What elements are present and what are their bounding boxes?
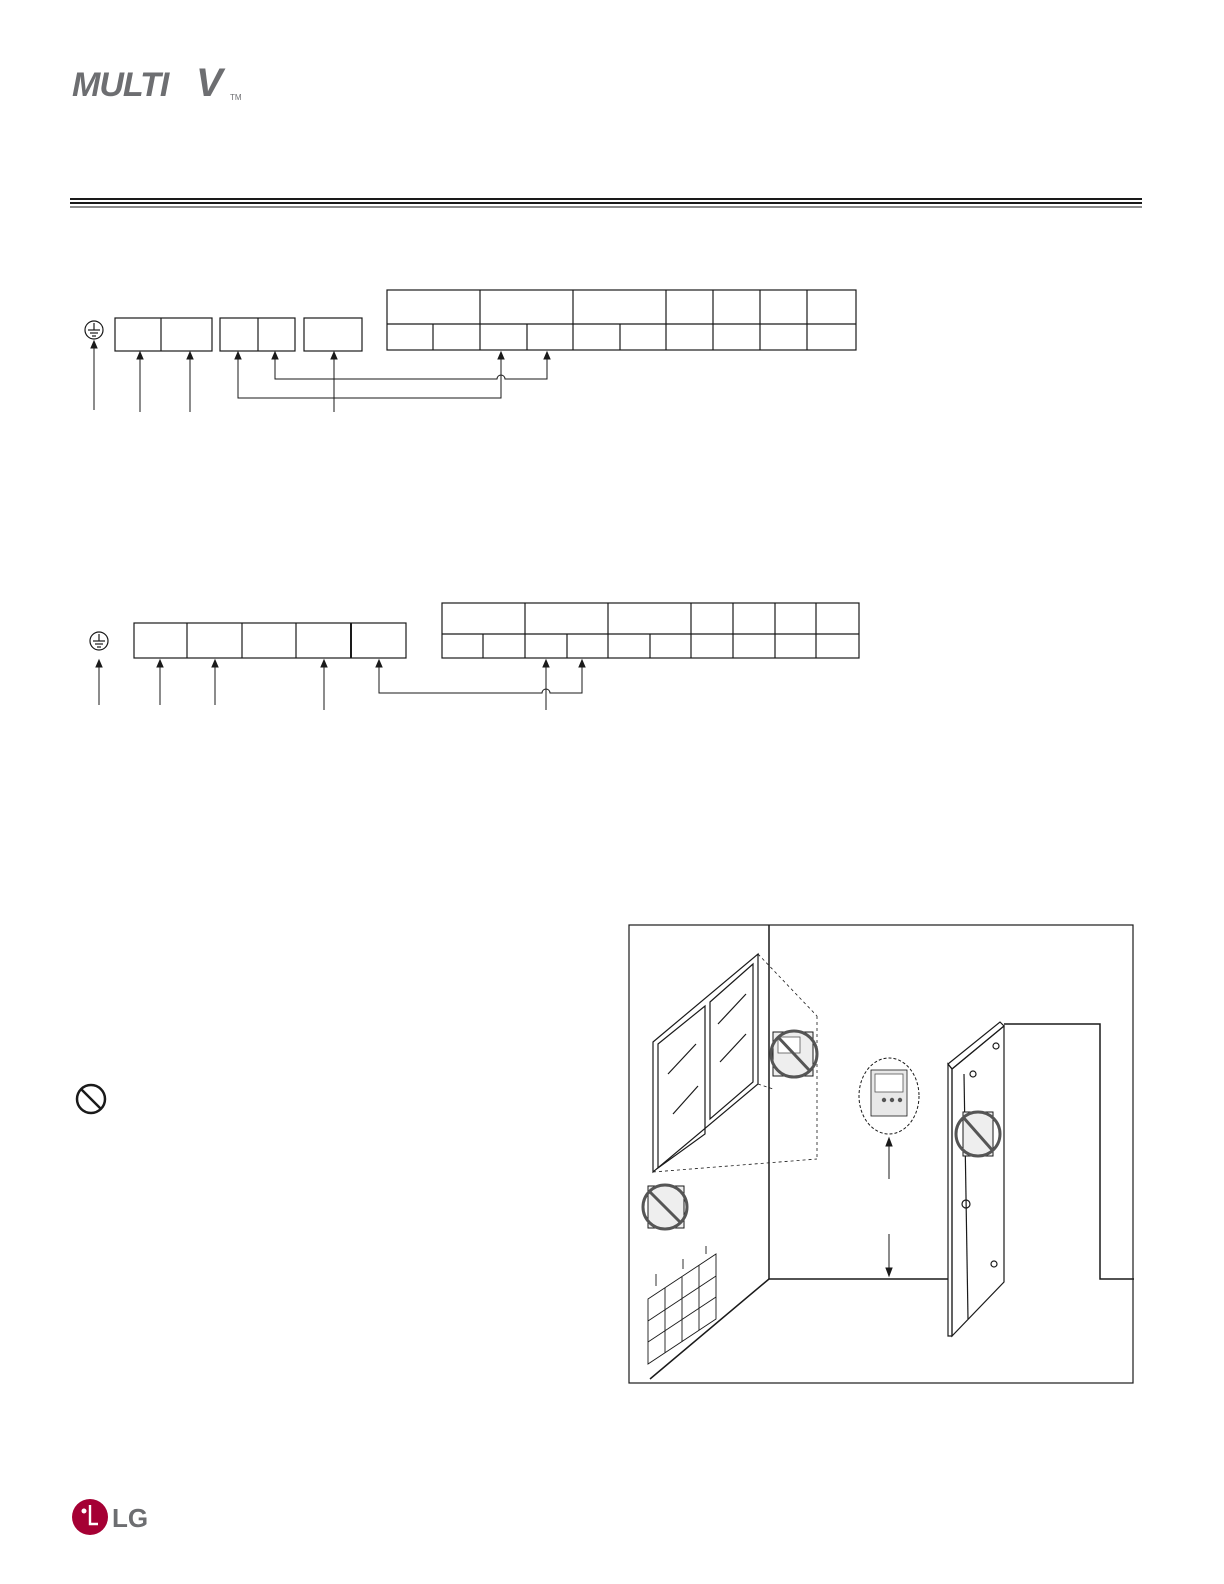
terminal-block <box>134 623 406 658</box>
svg-text:TM: TM <box>230 93 242 102</box>
controller-recommended <box>859 1058 919 1134</box>
multi-v-logo <box>70 62 250 104</box>
wiring-diagram-2 <box>70 595 870 710</box>
ground-symbol-icon <box>85 321 103 339</box>
connection-lines <box>91 341 550 412</box>
controller-on-door-prohibited <box>956 1112 1000 1156</box>
svg-text:MULTI: MULTI <box>72 66 169 104</box>
terminal-block <box>115 318 362 351</box>
controller-near-window-prohibited <box>771 1031 817 1077</box>
lg-logo <box>70 1496 160 1538</box>
prohibited-symbol-icon <box>73 1081 109 1117</box>
terminal-table <box>387 290 856 350</box>
controller-near-heater-prohibited <box>643 1185 687 1229</box>
header-divider <box>70 197 1142 209</box>
wiring-diagram-1 <box>70 280 870 420</box>
svg-text:LG: LG <box>112 1503 149 1533</box>
terminal-table <box>442 603 859 658</box>
svg-text:V: V <box>196 62 223 104</box>
ground-symbol-icon <box>90 632 108 650</box>
installation-location-illustration <box>628 924 1134 1384</box>
connection-lines <box>96 660 585 710</box>
